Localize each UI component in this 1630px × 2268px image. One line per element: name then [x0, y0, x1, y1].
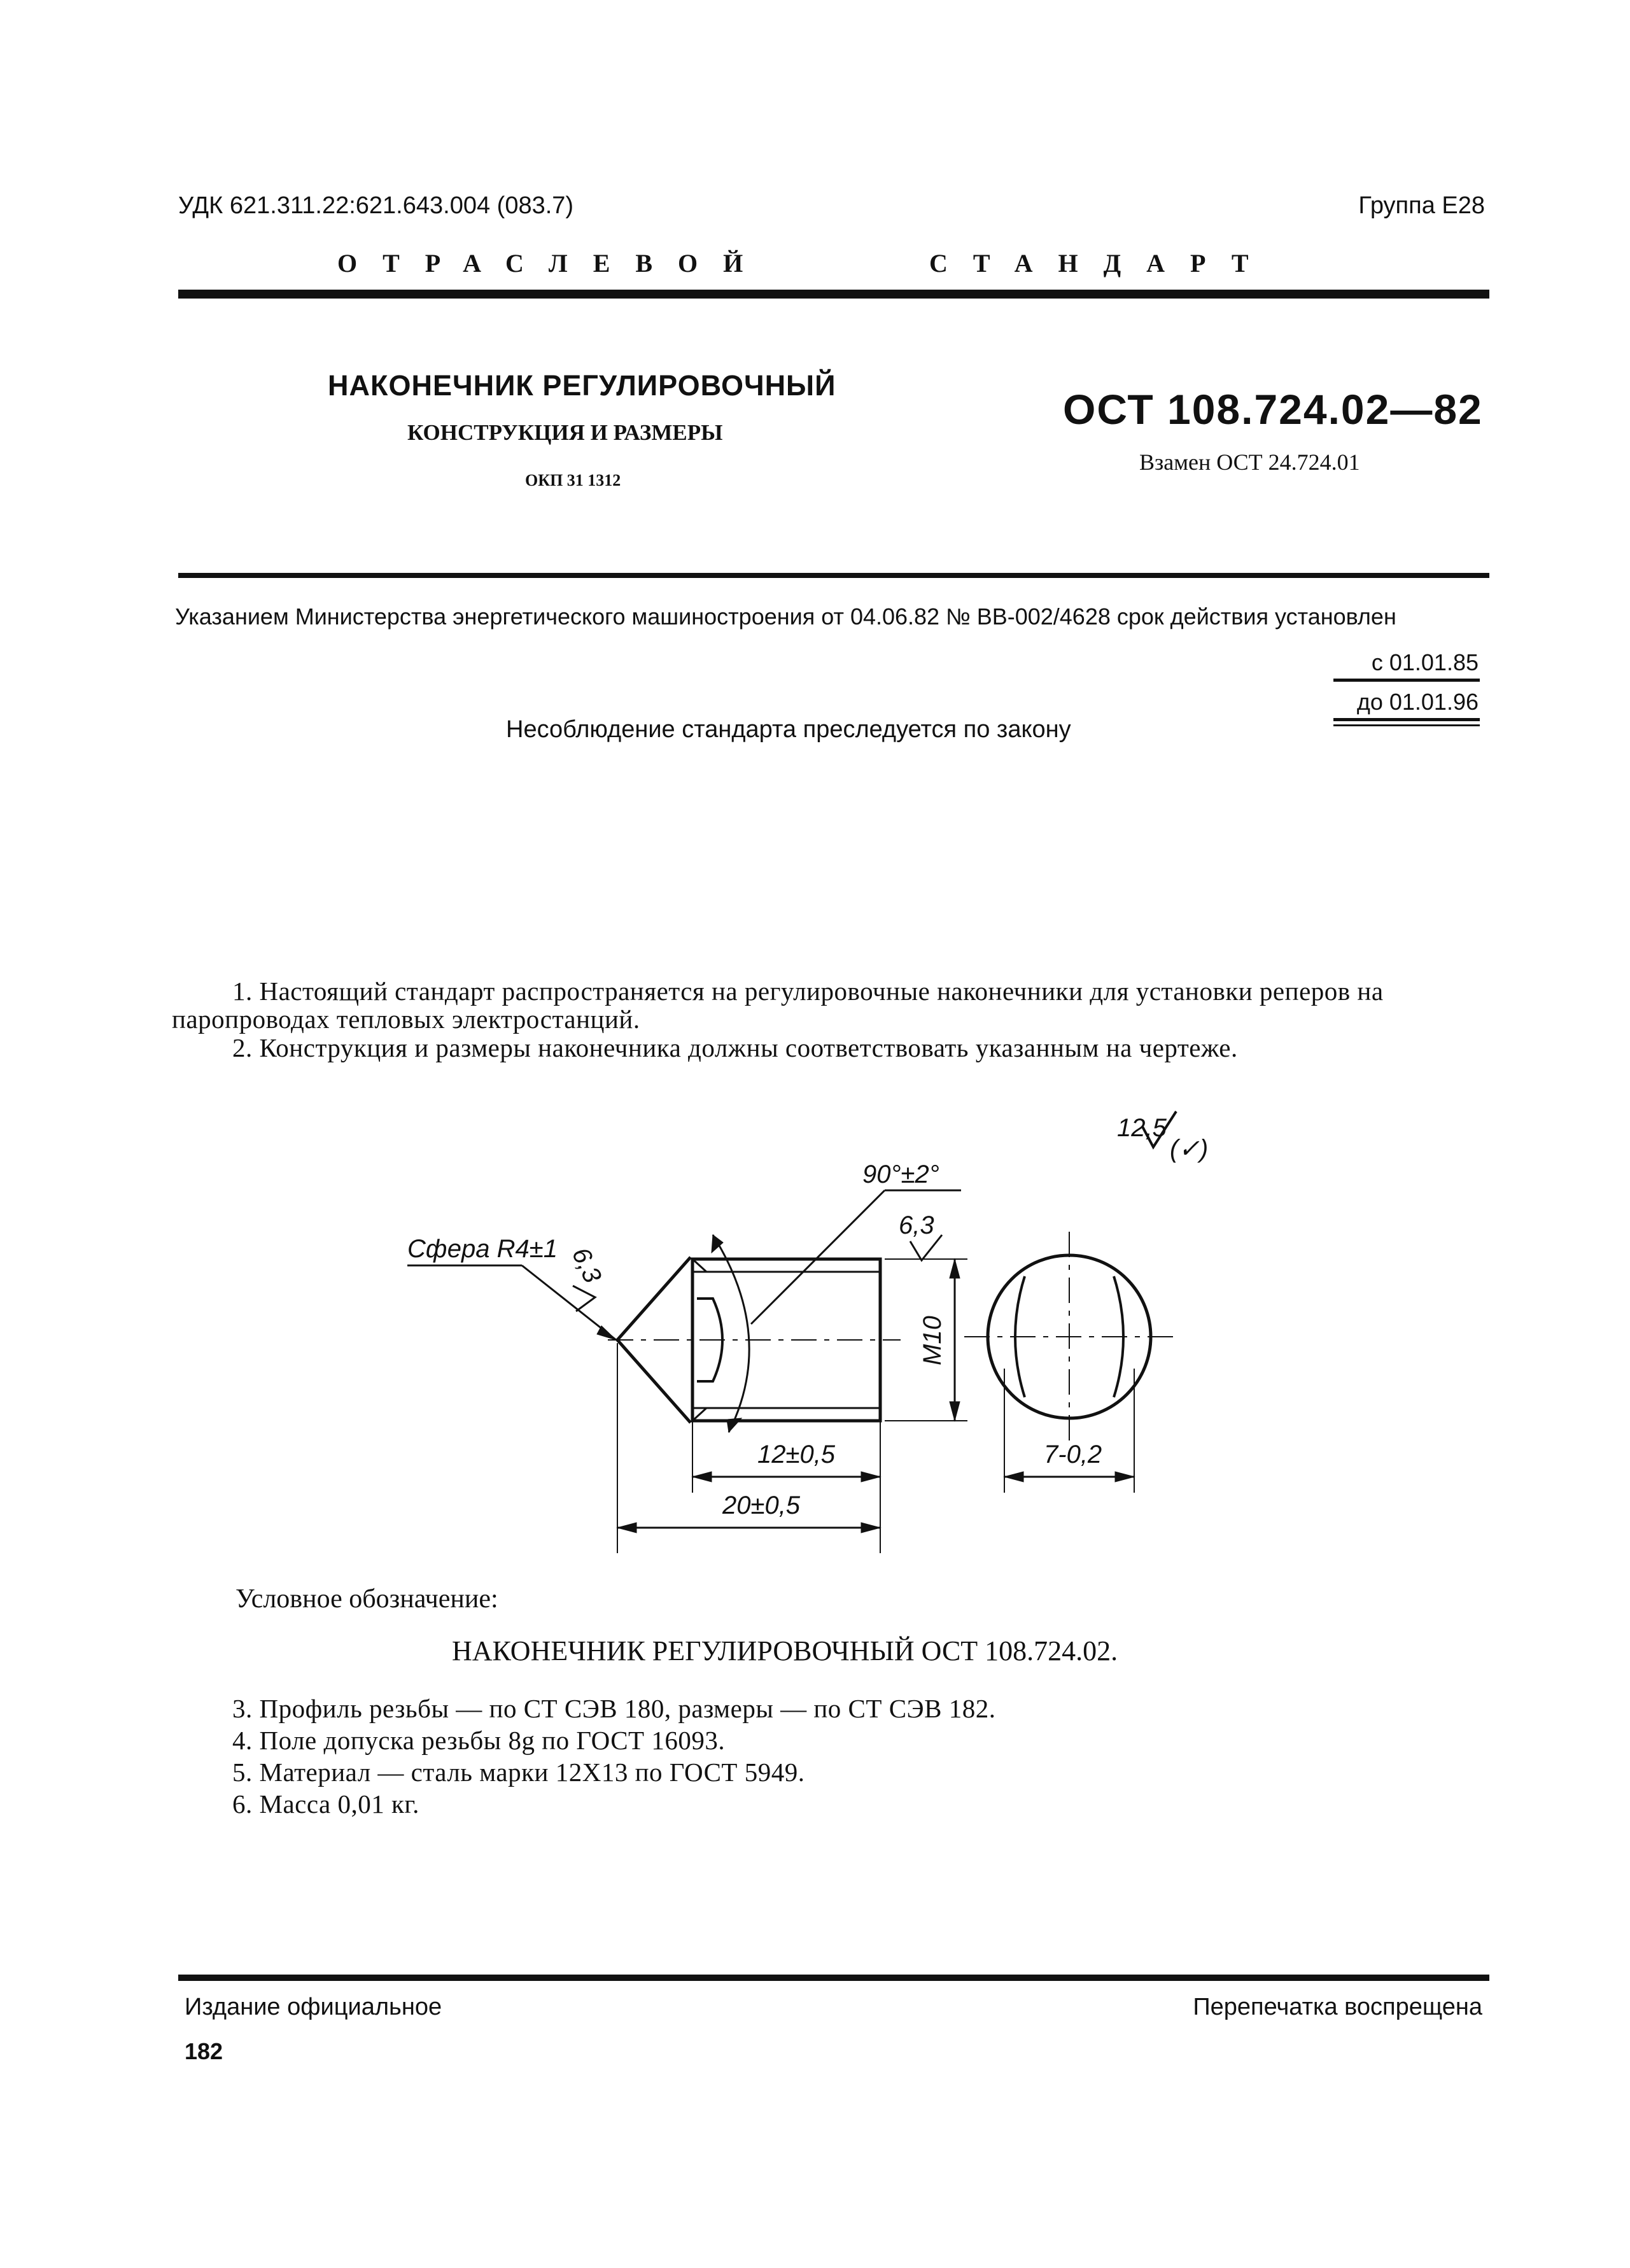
m10-arrow-top [950, 1259, 960, 1278]
clause-2: 2. Конструкция и размеры наконечника должны соответствовать указанным на чертеже. [232, 1033, 1238, 1062]
page-subtitle: КОНСТРУКЦИЯ И РАЗМЕРЫ [407, 420, 723, 445]
len12-arrow-left [692, 1472, 712, 1482]
angle-arrow-bottom [727, 1418, 741, 1432]
len12-arrow-right [861, 1472, 880, 1482]
reprint-note: Перепечатка воспрещена [1193, 1994, 1482, 2020]
clause-1: 1. Настоящий стандарт распространяется на регулировочные наконечники для установки реперов на паропроводах тепловых электростанций. [172, 976, 1384, 1034]
replaces-note: Взамен ОСТ 24.724.01 [1139, 449, 1360, 475]
designation-label: Условное обозначение: [235, 1584, 498, 1614]
len20-arrow-right [861, 1523, 880, 1533]
valid-to-date: до 01.01.96 [1356, 689, 1479, 715]
header-word-industry: ОТРАСЛЕВОЙ [337, 249, 769, 278]
sphere-value: Сфера R4±1 [407, 1235, 558, 1263]
edition-note: Издание официальное [185, 1994, 442, 2020]
length-total-value: 20±0,5 [722, 1491, 801, 1519]
header-word-standard: СТАНДАРТ [929, 249, 1274, 278]
clause-6: 6. Масса 0,01 кг. [232, 1789, 419, 1819]
angle-leader [751, 1190, 885, 1324]
valid-from-date: с 01.01.85 [1371, 649, 1479, 675]
m10-arrow-bottom [950, 1402, 960, 1421]
roughness-tip-value: 6,3 [566, 1243, 607, 1288]
clause-4: 4. Поле допуска резьбы 8g по ГОСТ 16093. [232, 1726, 726, 1755]
thread-value: М10 [918, 1316, 946, 1365]
roughness-face-value: 6,3 [899, 1211, 934, 1239]
legal-notice: Несоблюдение стандарта преследуется по закону [506, 716, 1071, 743]
width-arrow-left [1004, 1472, 1023, 1482]
flat-width-value: 7-0,2 [1044, 1440, 1102, 1469]
page-number: 182 [185, 2038, 223, 2064]
angle-value: 90°±2° [862, 1160, 939, 1188]
standard-number: ОСТ 108.724.02—82 [1063, 386, 1483, 433]
width-arrow-right [1115, 1472, 1134, 1482]
okp-code: ОКП 31 1312 [525, 471, 621, 490]
clause-3: 3. Профиль резьбы — по СТ СЭВ 180, размеры — по СТ СЭВ 182. [232, 1694, 996, 1723]
length-thread-value: 12±0,5 [757, 1440, 836, 1469]
len20-arrow-left [617, 1523, 636, 1533]
roughness-general-bracket: (✓) [1170, 1135, 1209, 1163]
roughness-general-value: 12,5 [1117, 1114, 1167, 1142]
group-code: Группа Е28 [1358, 192, 1485, 219]
footer-rule [178, 1975, 1489, 1981]
page-title: НАКОНЕЧНИК РЕГУЛИРОВОЧНЫЙ [328, 369, 836, 402]
clause-5: 5. Материал — сталь марки 12Х13 по ГОСТ 5949. [232, 1757, 805, 1787]
angle-arc [713, 1235, 749, 1432]
directive-text: Указанием Министерства энергетического машиностроения от 04.06.82 № ВВ-002/4628 срок действия установлен [175, 603, 1396, 630]
udk-code: УДК 621.311.22:621.643.004 (083.7) [178, 192, 574, 219]
designation-value: НАКОНЕЧНИК РЕГУЛИРОВОЧНЫЙ ОСТ 108.724.02. [452, 1635, 1118, 1666]
